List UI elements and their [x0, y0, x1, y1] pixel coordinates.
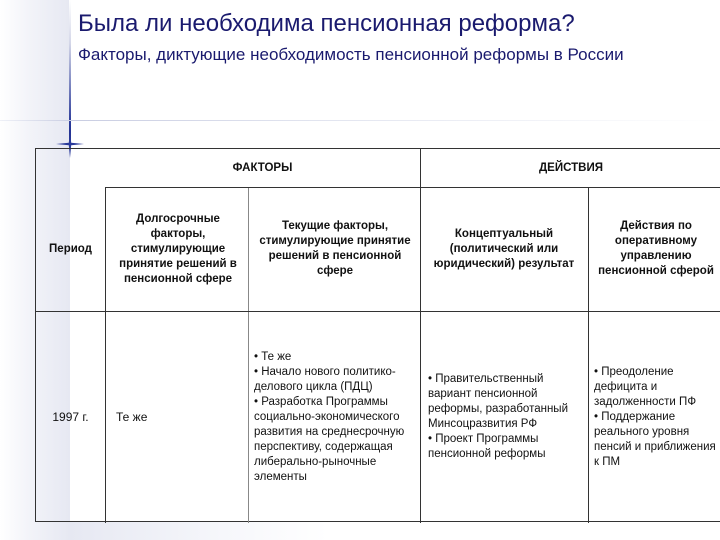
conceptual-result-cell [428, 311, 584, 523]
grid-line [105, 187, 106, 523]
slide-title: Была ли необходима пенсионная реформа? [78, 10, 575, 37]
period-cell: 1997 г. [52, 409, 89, 424]
factors-table [35, 148, 720, 522]
operational-actions-cell [594, 311, 720, 523]
period-header: Период [49, 242, 92, 255]
long-term-factors-header: Долгосрочные факторы, стимулирующие принятие решений в пенсионной сфере [119, 212, 237, 285]
list-item: • Правительственный вариант пенсионной реформы, разработанный Минсоцразвития РФ [428, 373, 568, 430]
list-item: • Проект Программы пенсионной реформы [428, 433, 546, 460]
operational-actions-header: Действия по оперативному управлению пенсионной сферой [598, 220, 714, 277]
actions-group-header: ДЕЙСТВИЯ [538, 161, 603, 174]
grid-line [588, 187, 589, 523]
vertical-accent-line [69, 0, 71, 145]
factors-group-header: ФАКТОРЫ [232, 161, 293, 174]
long-term-factors-cell: Те же [116, 409, 148, 424]
conceptual-result-header: Концептуальный (политический или юридический) результат [433, 227, 575, 270]
horizontal-accent-line [0, 120, 720, 121]
bottom-decorative-stripe [68, 522, 328, 540]
list-item: • Поддержание реального уровня пенсий и приближения к ПМ [594, 410, 716, 468]
current-factors-header: Текущие факторы, стимулирующие принятие решений в пенсионной сфере [259, 220, 411, 277]
grid-line [420, 149, 421, 523]
list-item: • Те же [254, 350, 292, 363]
slide-subtitle: Факторы, диктующие необходимость пенсионной реформы в России [78, 45, 624, 64]
list-item: • Разработка Программы социально-экономического развития на среднесрочную перспективу, содержащая либерально-рыночные элементы [254, 395, 405, 483]
list-item: • Начало нового политико-делового цикла (ПДЦ) [254, 365, 396, 393]
list-item: • Преодоление дефицита и задолженности ПФ [594, 365, 697, 408]
grid-line [248, 187, 249, 523]
current-factors-cell [254, 311, 416, 523]
